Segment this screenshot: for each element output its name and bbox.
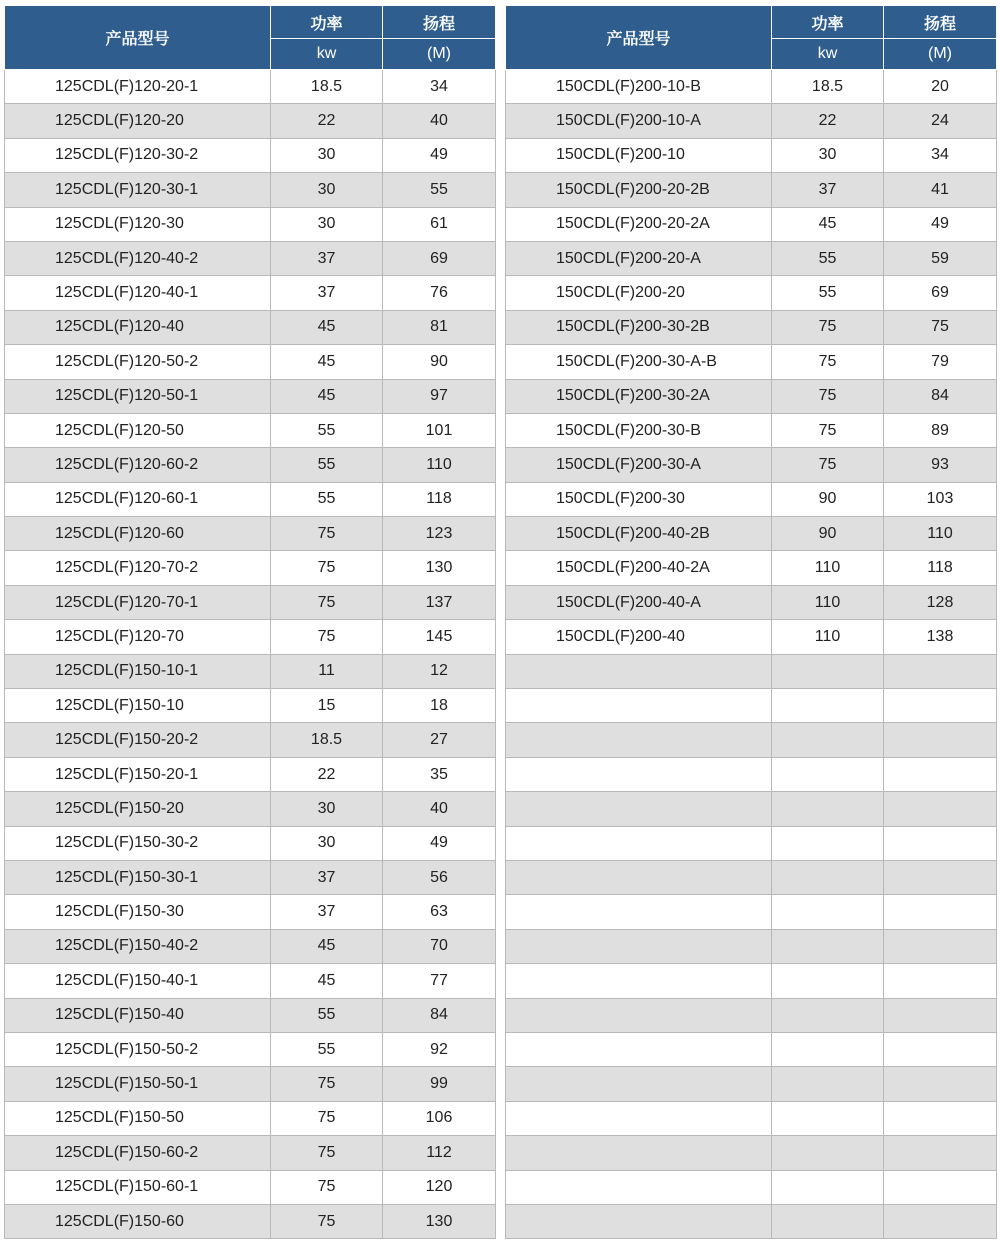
head-cell: [884, 689, 997, 723]
model-cell: 125CDL(F)150-40-1: [5, 964, 271, 998]
head-cell: 34: [383, 70, 496, 104]
power-cell: 75: [271, 1136, 383, 1170]
head-cell: 84: [884, 379, 997, 413]
model-cell: [506, 1032, 772, 1066]
table-row: [5, 517, 496, 551]
head-cell: 75: [884, 310, 997, 344]
power-cell: 18.5: [772, 70, 884, 104]
head-cell: 20: [884, 70, 997, 104]
power-cell: [772, 1067, 884, 1101]
power-cell: 22: [772, 104, 884, 138]
head-cell: 99: [383, 1067, 496, 1101]
model-cell: 125CDL(F)150-60: [5, 1204, 271, 1238]
table-row: [5, 1204, 496, 1238]
power-cell: [772, 964, 884, 998]
head-cell: 59: [884, 241, 997, 275]
head-cell: [884, 1136, 997, 1170]
table-row: [5, 448, 496, 482]
head-cell: 41: [884, 173, 997, 207]
power-cell: [772, 689, 884, 723]
head-cell: 40: [383, 792, 496, 826]
head-cell: 69: [383, 241, 496, 275]
table-row: [506, 104, 997, 138]
table-row: [506, 1170, 997, 1204]
model-cell: 150CDL(F)200-40-2A: [506, 551, 772, 585]
power-cell: 45: [271, 345, 383, 379]
table-row: [5, 138, 496, 172]
head-cell: 12: [383, 654, 496, 688]
power-cell: 110: [772, 551, 884, 585]
power-cell: 75: [271, 1067, 383, 1101]
power-cell: 75: [271, 585, 383, 619]
model-cell: 150CDL(F)200-30-2A: [506, 379, 772, 413]
head-cell: [884, 895, 997, 929]
head-cell: 137: [383, 585, 496, 619]
model-cell: 150CDL(F)200-10-B: [506, 70, 772, 104]
model-cell: 150CDL(F)200-30-A: [506, 448, 772, 482]
table-row: [506, 345, 997, 379]
table-row: [506, 860, 997, 894]
power-cell: [772, 860, 884, 894]
model-cell: 125CDL(F)120-30-2: [5, 138, 271, 172]
table-row: [506, 70, 997, 104]
table-row: [5, 689, 496, 723]
table-row: [506, 689, 997, 723]
model-cell: [506, 654, 772, 688]
power-cell: 55: [271, 482, 383, 516]
model-cell: 150CDL(F)200-20: [506, 276, 772, 310]
head-cell: 128: [884, 585, 997, 619]
head-cell: [884, 929, 997, 963]
table-row: [5, 379, 496, 413]
head-cell: 130: [383, 1204, 496, 1238]
header-head-unit: (M): [884, 39, 997, 70]
table-row: [506, 826, 997, 860]
table-row: [5, 998, 496, 1032]
table-row: [506, 241, 997, 275]
power-cell: [772, 826, 884, 860]
table-row: [5, 929, 496, 963]
power-cell: [772, 998, 884, 1032]
power-cell: [772, 895, 884, 929]
power-cell: 55: [271, 413, 383, 447]
power-cell: 15: [271, 689, 383, 723]
power-cell: 45: [772, 207, 884, 241]
head-cell: 56: [383, 860, 496, 894]
head-cell: 92: [383, 1032, 496, 1066]
head-cell: 120: [383, 1170, 496, 1204]
head-cell: 130: [383, 551, 496, 585]
model-cell: [506, 860, 772, 894]
header-model: 产品型号: [5, 6, 271, 70]
table-row: [506, 482, 997, 516]
model-cell: 150CDL(F)200-40-A: [506, 585, 772, 619]
power-cell: 45: [271, 964, 383, 998]
header-power: 功率: [271, 6, 383, 39]
model-cell: 125CDL(F)150-50: [5, 1101, 271, 1135]
header-head-unit: (M): [383, 39, 496, 70]
model-cell: 150CDL(F)200-40: [506, 620, 772, 654]
model-cell: 125CDL(F)120-50: [5, 413, 271, 447]
table-row: [5, 551, 496, 585]
model-cell: 125CDL(F)120-50-2: [5, 345, 271, 379]
table-row: [506, 792, 997, 826]
table-row: [506, 964, 997, 998]
head-cell: 118: [383, 482, 496, 516]
head-cell: 106: [383, 1101, 496, 1135]
table-row: [5, 1136, 496, 1170]
model-cell: [506, 1136, 772, 1170]
table-row: [5, 757, 496, 791]
table-row: [5, 792, 496, 826]
power-cell: 55: [772, 276, 884, 310]
model-cell: [506, 826, 772, 860]
head-cell: [884, 1101, 997, 1135]
power-cell: 30: [271, 792, 383, 826]
model-cell: [506, 1204, 772, 1238]
power-cell: [772, 654, 884, 688]
table-row: [5, 310, 496, 344]
table-row: [506, 173, 997, 207]
model-cell: 125CDL(F)120-20-1: [5, 70, 271, 104]
power-cell: 75: [772, 310, 884, 344]
power-cell: [772, 757, 884, 791]
table-row: [5, 1170, 496, 1204]
head-cell: 103: [884, 482, 997, 516]
head-cell: 90: [383, 345, 496, 379]
table-row: [5, 276, 496, 310]
power-cell: 75: [772, 413, 884, 447]
head-cell: 110: [383, 448, 496, 482]
table-header: [5, 6, 496, 70]
model-cell: 125CDL(F)150-10-1: [5, 654, 271, 688]
table-row: [5, 1101, 496, 1135]
table-row: [506, 895, 997, 929]
model-cell: 150CDL(F)200-30: [506, 482, 772, 516]
table-row: [506, 620, 997, 654]
power-cell: 18.5: [271, 723, 383, 757]
model-cell: 125CDL(F)120-40: [5, 310, 271, 344]
head-cell: 40: [383, 104, 496, 138]
header-power: 功率: [772, 6, 884, 39]
model-cell: [506, 1170, 772, 1204]
table-row: [506, 310, 997, 344]
power-cell: 75: [772, 345, 884, 379]
model-cell: 125CDL(F)120-40-1: [5, 276, 271, 310]
head-cell: 34: [884, 138, 997, 172]
power-cell: 90: [772, 482, 884, 516]
model-cell: 150CDL(F)200-30-2B: [506, 310, 772, 344]
power-cell: 75: [271, 620, 383, 654]
head-cell: 81: [383, 310, 496, 344]
head-cell: [884, 1204, 997, 1238]
power-cell: 37: [271, 241, 383, 275]
head-cell: 93: [884, 448, 997, 482]
model-cell: [506, 964, 772, 998]
power-cell: 75: [772, 448, 884, 482]
power-cell: 37: [271, 276, 383, 310]
table-row: [506, 1101, 997, 1135]
power-cell: 11: [271, 654, 383, 688]
head-cell: [884, 757, 997, 791]
model-cell: 125CDL(F)150-30-1: [5, 860, 271, 894]
model-cell: 125CDL(F)150-40-2: [5, 929, 271, 963]
model-cell: 125CDL(F)120-60-1: [5, 482, 271, 516]
table-row: [5, 345, 496, 379]
head-cell: 69: [884, 276, 997, 310]
table-row: [5, 173, 496, 207]
model-cell: 150CDL(F)200-40-2B: [506, 517, 772, 551]
model-cell: [506, 1101, 772, 1135]
model-cell: 150CDL(F)200-30-A-B: [506, 345, 772, 379]
head-cell: 118: [884, 551, 997, 585]
power-cell: 55: [271, 998, 383, 1032]
head-cell: [884, 860, 997, 894]
table-row: [506, 551, 997, 585]
table-row: [5, 860, 496, 894]
head-cell: 97: [383, 379, 496, 413]
head-cell: [884, 1170, 997, 1204]
table-row: [5, 826, 496, 860]
model-cell: 125CDL(F)150-60-1: [5, 1170, 271, 1204]
header-head: 扬程: [383, 6, 496, 39]
model-cell: 150CDL(F)200-20-2A: [506, 207, 772, 241]
power-cell: 75: [271, 1101, 383, 1135]
power-cell: [772, 1101, 884, 1135]
head-cell: 27: [383, 723, 496, 757]
head-cell: 112: [383, 1136, 496, 1170]
power-cell: 45: [271, 379, 383, 413]
table-row: [506, 929, 997, 963]
pump-spec-table-right: [505, 5, 997, 1239]
power-cell: 55: [271, 1032, 383, 1066]
head-cell: [884, 723, 997, 757]
table-row: [506, 1204, 997, 1238]
head-cell: [884, 998, 997, 1032]
table-row: [506, 1032, 997, 1066]
power-cell: [772, 723, 884, 757]
table-row: [506, 517, 997, 551]
head-cell: [884, 1067, 997, 1101]
head-cell: 145: [383, 620, 496, 654]
head-cell: 84: [383, 998, 496, 1032]
table-row: [5, 482, 496, 516]
head-cell: 70: [383, 929, 496, 963]
model-cell: 125CDL(F)150-20: [5, 792, 271, 826]
head-cell: [884, 654, 997, 688]
power-cell: 75: [271, 1204, 383, 1238]
table-row: [5, 895, 496, 929]
power-cell: 75: [271, 551, 383, 585]
model-cell: 125CDL(F)150-60-2: [5, 1136, 271, 1170]
model-cell: [506, 929, 772, 963]
power-cell: 22: [271, 104, 383, 138]
head-cell: 24: [884, 104, 997, 138]
table-header: [506, 6, 997, 70]
power-cell: 75: [271, 517, 383, 551]
head-cell: 18: [383, 689, 496, 723]
model-cell: 125CDL(F)120-30: [5, 207, 271, 241]
head-cell: [884, 964, 997, 998]
model-cell: 125CDL(F)120-70: [5, 620, 271, 654]
head-cell: 79: [884, 345, 997, 379]
power-cell: [772, 792, 884, 826]
head-cell: 55: [383, 173, 496, 207]
table-row: [5, 207, 496, 241]
table-row: [506, 379, 997, 413]
power-cell: 110: [772, 620, 884, 654]
head-cell: 61: [383, 207, 496, 241]
table-row: [506, 448, 997, 482]
head-cell: 49: [383, 826, 496, 860]
table-row: [506, 757, 997, 791]
head-cell: 49: [884, 207, 997, 241]
table-row: [506, 413, 997, 447]
head-cell: 49: [383, 138, 496, 172]
power-cell: 30: [772, 138, 884, 172]
power-cell: 30: [271, 138, 383, 172]
power-cell: 75: [772, 379, 884, 413]
head-cell: 89: [884, 413, 997, 447]
head-cell: [884, 1032, 997, 1066]
model-cell: 125CDL(F)120-30-1: [5, 173, 271, 207]
model-cell: [506, 792, 772, 826]
table-row: [5, 413, 496, 447]
table-row: [5, 1032, 496, 1066]
power-cell: 37: [271, 895, 383, 929]
power-cell: [772, 1136, 884, 1170]
model-cell: [506, 689, 772, 723]
model-cell: 125CDL(F)120-60: [5, 517, 271, 551]
power-cell: 75: [271, 1170, 383, 1204]
head-cell: 138: [884, 620, 997, 654]
model-cell: 125CDL(F)150-50-2: [5, 1032, 271, 1066]
power-cell: [772, 929, 884, 963]
model-cell: 125CDL(F)120-70-2: [5, 551, 271, 585]
table-body: [5, 70, 496, 1239]
power-cell: 90: [772, 517, 884, 551]
power-cell: 55: [772, 241, 884, 275]
table-row: [5, 104, 496, 138]
power-cell: 37: [271, 860, 383, 894]
header-power-unit: kw: [271, 39, 383, 70]
table-row: [506, 998, 997, 1032]
power-cell: [772, 1170, 884, 1204]
model-cell: 125CDL(F)150-20-1: [5, 757, 271, 791]
table-row: [5, 70, 496, 104]
pump-spec-table-left: [4, 5, 496, 1239]
table-row: [5, 1067, 496, 1101]
model-cell: 125CDL(F)120-70-1: [5, 585, 271, 619]
power-cell: 30: [271, 173, 383, 207]
header-power-unit: kw: [772, 39, 884, 70]
table-row: [506, 276, 997, 310]
power-cell: 22: [271, 757, 383, 791]
model-cell: 150CDL(F)200-10-A: [506, 104, 772, 138]
table-row: [5, 585, 496, 619]
head-cell: 101: [383, 413, 496, 447]
model-cell: 125CDL(F)150-40: [5, 998, 271, 1032]
power-cell: 30: [271, 207, 383, 241]
model-cell: [506, 757, 772, 791]
power-cell: 18.5: [271, 70, 383, 104]
model-cell: 125CDL(F)120-40-2: [5, 241, 271, 275]
power-cell: 45: [271, 310, 383, 344]
model-cell: 125CDL(F)120-60-2: [5, 448, 271, 482]
head-cell: 76: [383, 276, 496, 310]
table-row: [506, 1067, 997, 1101]
model-cell: 125CDL(F)150-30: [5, 895, 271, 929]
table-row: [5, 241, 496, 275]
table-row: [5, 964, 496, 998]
model-cell: 125CDL(F)150-10: [5, 689, 271, 723]
table-row: [5, 654, 496, 688]
head-cell: 77: [383, 964, 496, 998]
header-model: 产品型号: [506, 6, 772, 70]
model-cell: 125CDL(F)150-20-2: [5, 723, 271, 757]
model-cell: 150CDL(F)200-20-2B: [506, 173, 772, 207]
table-row: [506, 654, 997, 688]
model-cell: 125CDL(F)120-50-1: [5, 379, 271, 413]
head-cell: [884, 792, 997, 826]
head-cell: 63: [383, 895, 496, 929]
power-cell: 30: [271, 826, 383, 860]
model-cell: 125CDL(F)120-20: [5, 104, 271, 138]
model-cell: [506, 998, 772, 1032]
table-row: [506, 207, 997, 241]
head-cell: 123: [383, 517, 496, 551]
head-cell: 110: [884, 517, 997, 551]
table-row: [5, 620, 496, 654]
header-head: 扬程: [884, 6, 997, 39]
model-cell: 150CDL(F)200-20-A: [506, 241, 772, 275]
head-cell: 35: [383, 757, 496, 791]
table-row: [506, 138, 997, 172]
model-cell: 150CDL(F)200-10: [506, 138, 772, 172]
power-cell: 110: [772, 585, 884, 619]
power-cell: 55: [271, 448, 383, 482]
table-row: [5, 723, 496, 757]
table-row: [506, 723, 997, 757]
power-cell: [772, 1032, 884, 1066]
power-cell: 45: [271, 929, 383, 963]
table-body: [506, 70, 997, 1239]
model-cell: 125CDL(F)150-30-2: [5, 826, 271, 860]
power-cell: [772, 1204, 884, 1238]
model-cell: [506, 723, 772, 757]
table-row: [506, 585, 997, 619]
table-row: [506, 1136, 997, 1170]
model-cell: [506, 1067, 772, 1101]
model-cell: 125CDL(F)150-50-1: [5, 1067, 271, 1101]
model-cell: 150CDL(F)200-30-B: [506, 413, 772, 447]
model-cell: [506, 895, 772, 929]
power-cell: 37: [772, 173, 884, 207]
head-cell: [884, 826, 997, 860]
